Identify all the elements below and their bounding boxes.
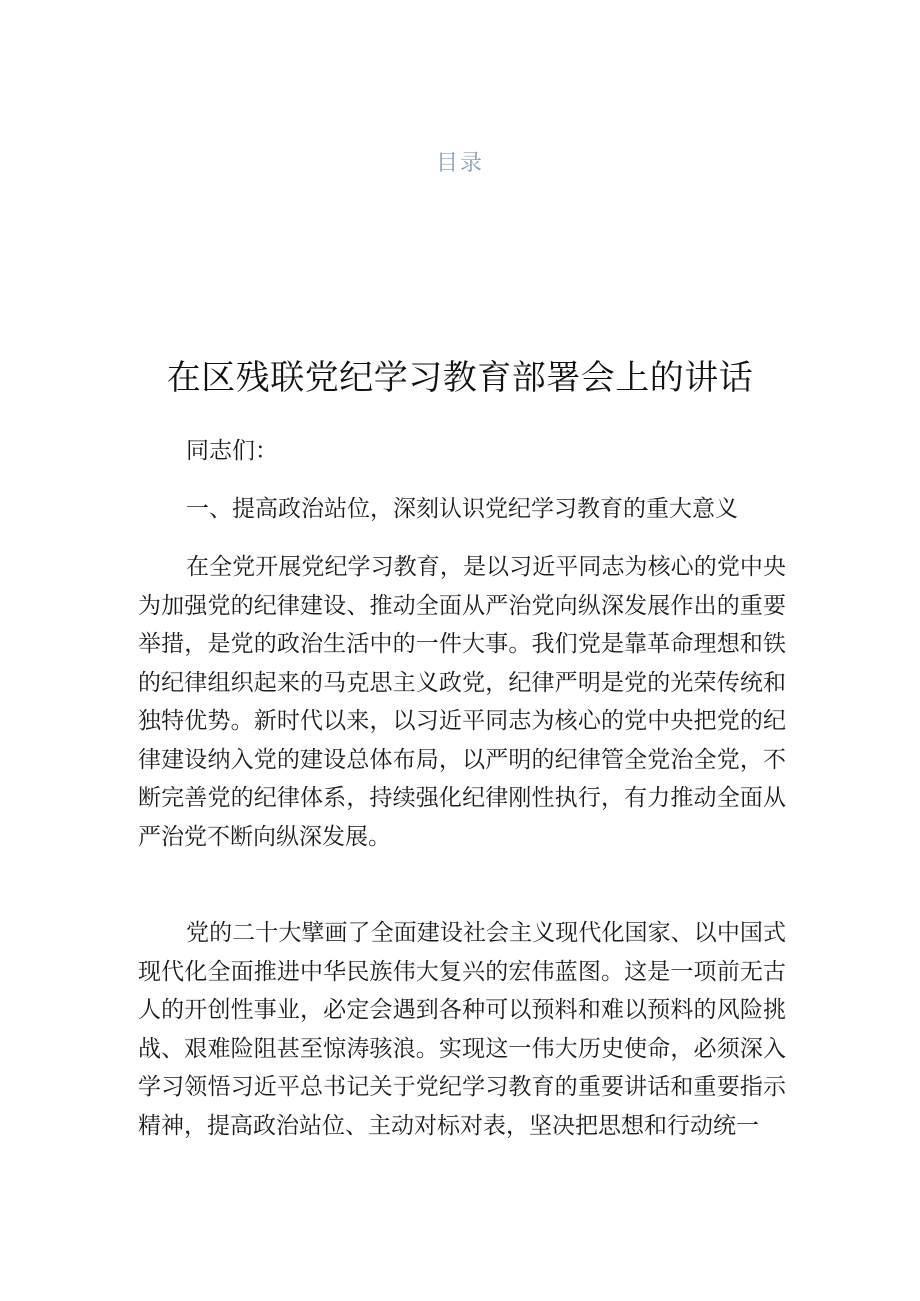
toc-heading[interactable]: 目录 — [435, 151, 484, 176]
body-paragraph: 党的二十大擘画了全面建设社会主义现代化国家、以中国式现代化全面推进中华民族伟大复兴的宏伟蓝图。这是一项前无古人的开创性事业，必定会遇到各种可以预料和难以预料的风险挑战、艰难险阻甚至惊涛骇浪。实现这一伟大历史使命，必须深入学习领悟习近平总书记关于党纪学习教育的重要讲话和重要指示精神，提高政治站位、主动对标对表，坚决把思想和行动统一 — [138, 920, 786, 1139]
section-heading: 一、提高政治站位，深刻认识党纪学习教育的重大意义 — [186, 496, 738, 522]
salutation: 同志们： — [186, 438, 278, 464]
body-paragraph: 在全党开展党纪学习教育，是以习近平同志为核心的党中央为加强党的纪律建设、推动全面从严治党向纵深发展作出的重要举措，是党的政治生活中的一件大事。我们党是靠革命理想和铁的纪律组织起来的马克思主义政党，纪律严明是党的光荣传统和独特优势。新时代以来，以习近平同志为核心的党中央把党的纪律建设纳入党的建设总体布局，以严明的纪律管全党治全党，不断完善党的纪律体系，持续强化纪律刚性执行，有力推动全面从严治党不断向纵深发展。 — [138, 554, 786, 850]
document-title: 在区残联党纪学习教育部署会上的讲话 — [166, 358, 754, 398]
